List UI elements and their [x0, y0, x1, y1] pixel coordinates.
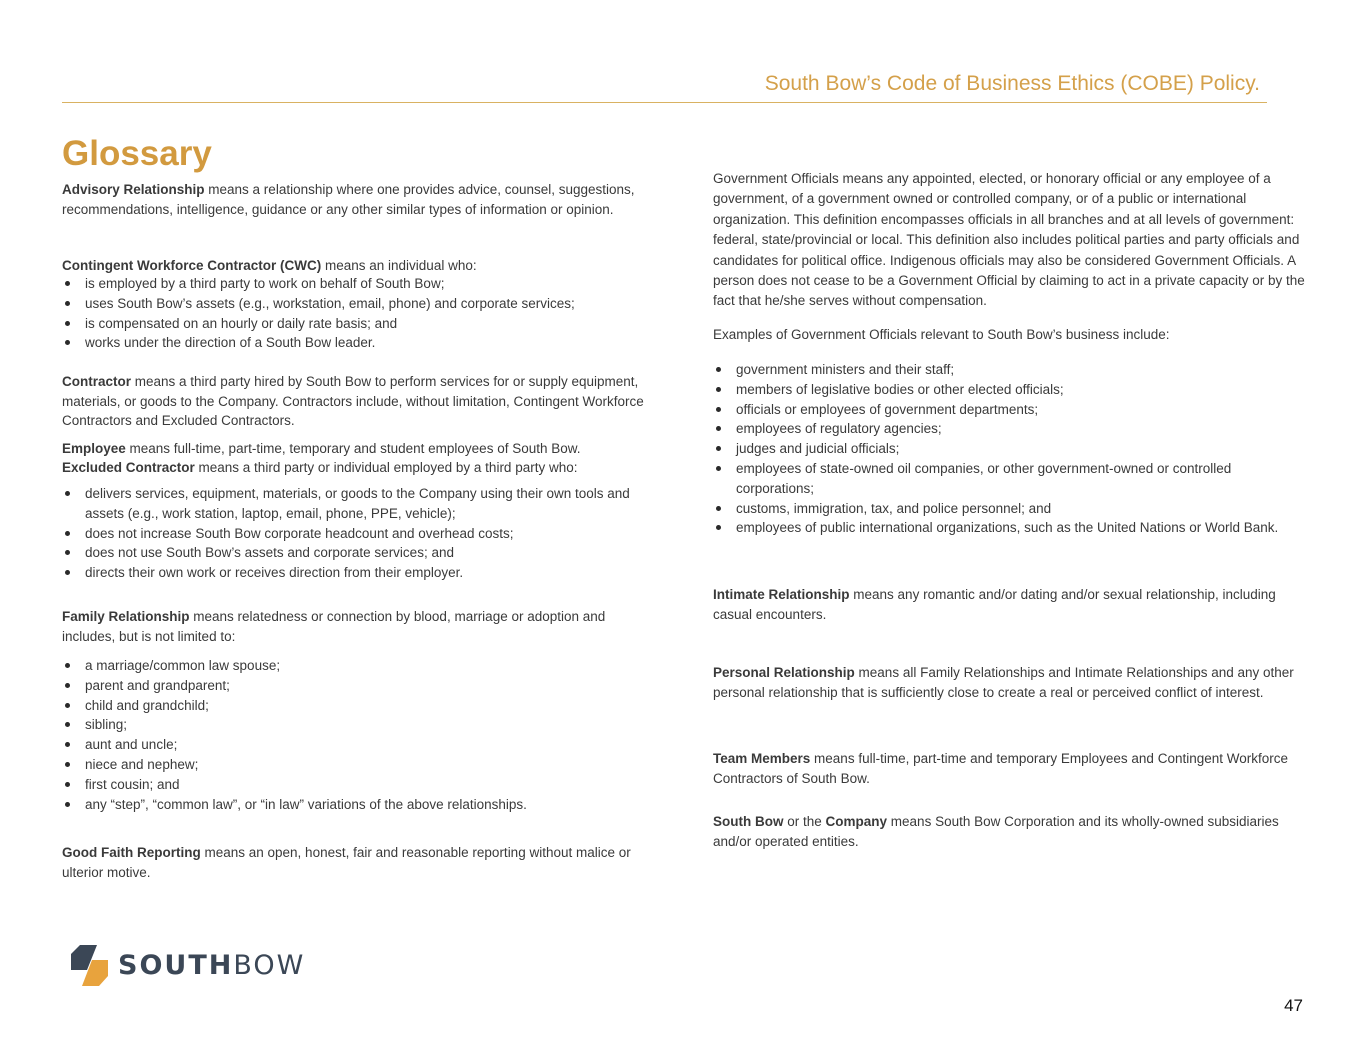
personal-definition — [713, 663, 1303, 702]
page-title: Glossary — [62, 134, 212, 173]
term-company: Company — [825, 814, 888, 829]
list-item: is compensated on an hourly or daily rate basis; and — [62, 314, 662, 334]
government-officials-definition: Government Officials means any appointed, elected, or honorary official or any employee of a government, of a government owned or controlled company, or of a public or international organization. This definition encompasses officials in all branches and at all levels of government: federal, state/provincial or local. This definition also includes political parties and party officials and candidates for political office. Indigenous officials may also be considered Government Officials. A person does not cease to be a Government Official by claiming to act in a private capacity or by the fact that he/she serves without compensation. — [713, 171, 1305, 309]
government-examples-intro: Examples of Government Officials relevant to South Bow’s business include: — [713, 327, 1170, 342]
definition-text: means any romantic and/or dating and/or sexual relationship, including casual encounters. — [713, 587, 1276, 622]
term-contractor: Contractor — [62, 374, 132, 389]
list-item: sibling; — [62, 715, 662, 735]
list-item: works under the direction of a South Bow leader. — [62, 333, 662, 353]
logo-word-bow: BOW — [233, 949, 306, 981]
list-item: employees of regulatory agencies; — [713, 419, 1298, 439]
list-item: members of legislative bodies or other elected officials; — [713, 380, 1298, 400]
excluded-contractor-list — [62, 484, 647, 583]
list-item: does not increase South Bow corporate headcount and overhead costs; — [62, 524, 647, 544]
list-item: aunt and uncle; — [62, 735, 662, 755]
company-logo — [70, 942, 305, 988]
definition-text: means a third party or individual employed by a third party who: — [194, 460, 578, 475]
employee-definition — [62, 439, 662, 459]
definition-text: means full-time, part-time and temporary Employees and Contingent Workforce Contractors of South Bow. — [713, 751, 1289, 786]
definition-text: means all Family Relationships and Intimate Relationships and any other personal relationship that is sufficiently close to create a real or perceived conflict of interest. — [713, 665, 1294, 700]
list-item: any “step”, “common law”, or “in law” variations of the above relationships. — [62, 795, 662, 815]
term-advisory: Advisory Relationship — [62, 182, 205, 197]
definition-text: means a relationship where one provides advice, counsel, suggestions, recommendations, intelligence, guidance or any other similar types of information or opinion. — [62, 182, 635, 217]
term-intimate: Intimate Relationship — [713, 587, 850, 602]
term-employee: Employee — [62, 441, 126, 456]
definition-text: means a third party hired by South Bow to perform services for or supply equipment, materials, or goods to the Company. Contractors include, without limitation, Contingent Workforce Contractors and Excluded Contractors. — [62, 374, 644, 428]
cwc-list — [62, 274, 662, 353]
term-good-faith: Good Faith Reporting — [62, 845, 201, 860]
term-cwc: Contingent Workforce Contractor (CWC) — [62, 258, 322, 273]
list-item: uses South Bow’s assets (e.g., workstation, email, phone) and corporate services; — [62, 294, 662, 314]
term-personal: Personal Relationship — [713, 665, 855, 680]
document-header-title: South Bow’s Code of Business Ethics (COBE) Policy. — [764, 72, 1260, 95]
header-divider — [62, 102, 1267, 103]
south-bow-definition — [713, 812, 1313, 851]
logo-wordmark — [118, 950, 305, 981]
government-examples-list — [713, 360, 1298, 538]
intimate-definition — [713, 585, 1303, 624]
advisory-definition — [62, 180, 657, 220]
term-excluded-contractor: Excluded Contractor — [62, 460, 195, 475]
logo-word-south: SOUTH — [118, 949, 234, 981]
southbow-logo-icon — [70, 942, 110, 988]
list-item: a marriage/common law spouse; — [62, 656, 662, 676]
team-members-definition — [713, 749, 1303, 788]
list-item: directs their own work or receives direction from their employer. — [62, 563, 647, 583]
list-item: officials or employees of government departments; — [713, 400, 1298, 420]
list-item: delivers services, equipment, materials, or goods to the Company using their own tools and assets (e.g., work station, laptop, email, phone, PPE, vehicle); — [62, 484, 647, 524]
list-item: employees of public international organizations, such as the United Nations or World Bank. — [713, 518, 1298, 538]
definition-text: means relatedness or connection by blood, marriage or adoption and includes, but is not limited to: — [62, 609, 606, 644]
list-item: judges and judicial officials; — [713, 439, 1298, 459]
good-faith-definition — [62, 843, 652, 882]
definition-text: means South Bow Corporation and its wholly-owned subsidiaries and/or operated entities. — [713, 814, 1279, 849]
list-item: first cousin; and — [62, 775, 662, 795]
definition-text: means full-time, part-time, temporary and student employees of South Bow. — [125, 441, 581, 456]
list-item: customs, immigration, tax, and police personnel; and — [713, 499, 1298, 519]
list-item: child and grandchild; — [62, 696, 662, 716]
list-item: niece and nephew; — [62, 755, 662, 775]
term-family: Family Relationship — [62, 609, 190, 624]
term-team-members: Team Members — [713, 751, 811, 766]
list-item: government ministers and their staff; — [713, 360, 1298, 380]
list-item: parent and grandparent; — [62, 676, 662, 696]
page-number: 47 — [1284, 996, 1303, 1015]
connector-text: or the — [783, 814, 826, 829]
list-item: does not use South Bow’s assets and corporate services; and — [62, 543, 647, 563]
family-definition — [62, 607, 652, 646]
contractor-definition — [62, 372, 652, 431]
list-item: employees of state-owned oil companies, or other government-owned or controlled corporations; — [713, 459, 1298, 499]
term-south-bow: South Bow — [713, 814, 784, 829]
definition-text: means an individual who: — [321, 258, 477, 273]
definition-text: means an open, honest, fair and reasonable reporting without malice or ulterior motive. — [62, 845, 631, 880]
list-item: is employed by a third party to work on behalf of South Bow; — [62, 274, 662, 294]
family-list — [62, 656, 662, 814]
cwc-definition — [62, 256, 662, 276]
excluded-contractor-definition — [62, 458, 662, 478]
